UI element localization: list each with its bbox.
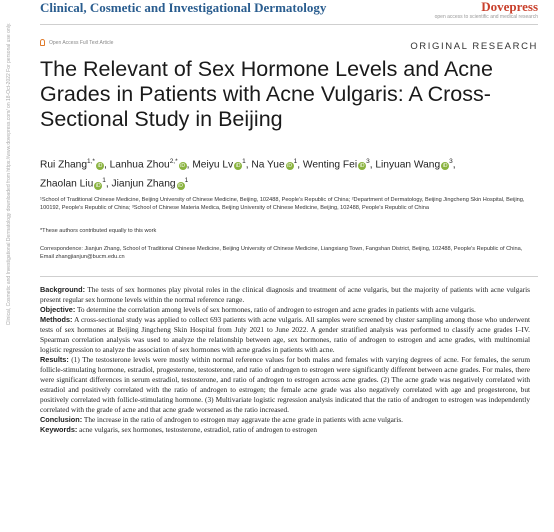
journal-name[interactable]: Clinical, Cosmetic and Investigational Dermatology — [40, 0, 327, 15]
author-name[interactable]: Wenting Fei — [302, 159, 358, 171]
section-label: Results: — [40, 355, 69, 364]
orcid-icon[interactable]: iD — [95, 182, 101, 189]
article-type: ORIGINAL RESEARCH — [410, 41, 538, 52]
author-affiliation-sup: 1 — [184, 177, 189, 185]
header-divider — [40, 24, 538, 25]
section-text: (1) The testosterone levels were mostly within normal reference values for both males and females with varying degrees of acne. For females, the serum follicle-stimulating hormone, estradiol, progesterone, testosterone, and ratio of androgen to estrogen were significantly different between acne grades. For males, there were significant differences in serum estradiol, testosterone, and ratio of androgen to estrogen across acne grades. (2) The acne grade was negatively correlated with estradiol and positively correlated with the ratio of androgen to estrogen; the female acne grade was also negatively correlated with age and progesterone, but positively correlated with follicle-stimulating hormone. (3) Multivariate logistic regression analysis indicated that the ratio of androgen to estrogen was independently correlated with the grade of acne and that acne grade worsened as the ratio increased. — [40, 355, 531, 414]
abstract-background — [40, 285, 530, 305]
author-affiliation-sup: 3 — [366, 158, 370, 165]
section-label: Objective: — [40, 305, 76, 314]
abstract-divider — [40, 276, 538, 277]
abstract-results — [40, 355, 530, 415]
author-name[interactable]: Na Yue — [251, 159, 285, 171]
author-affiliation-sup: 1 — [293, 158, 298, 165]
publisher-tagline: open access to scientific and medical research — [434, 14, 538, 20]
orcid-icon[interactable]: iD — [178, 182, 183, 189]
section-text: The increase in the ratio of androgen to estrogen may aggravate the acne grade in patients with acne vulgaris. — [83, 415, 403, 424]
author-name[interactable]: Lanhua Zhou — [109, 159, 170, 171]
publisher-logo[interactable]: Dovepress — [481, 0, 538, 14]
abstract-objective — [40, 305, 530, 315]
section-text: A cross-sectional study was applied to collect 693 patients with acne vulgaris. All samples were screened by cluster sampling among those who underwent tests of sex hormones at Beijing Jingcheng Skin Hospital from July 2021 to June 2022. A gender stratified analysis was performed to classify acne grades I–IV. Spearman correlation analysis was used to analyze the relationship between age, sex hormones, ratio of androgen to estrogen and acne grades, with multinomial logistic regression to analyze the association of sex hormones with acne grades in patients with acne. — [40, 315, 531, 354]
author-name[interactable]: Rui Zhang — [40, 159, 88, 171]
section-text: To determine the correlation among levels of sex hormones, ratio of androgen to estrogen and acne grades in patients with acne vulgaris. — [76, 305, 476, 314]
abstract — [40, 285, 530, 435]
section-text: acne vulgaris, sex hormones, testosterone, estradiol, ratio of androgen to estrogen — [79, 425, 318, 434]
download-watermark: Clinical, Cosmetic and Investigational Dermatology downloaded from https://www.dovepress.com/ on 18-Oct-2022 For personal use only. — [6, 22, 12, 326]
author-affiliation-sup: 2,* — [169, 158, 178, 165]
author-name[interactable]: Jianjun Zhang — [111, 178, 176, 190]
orcid-icon[interactable]: iD — [235, 163, 241, 170]
abstract-methods — [40, 315, 530, 355]
author-affiliation-sup: 1 — [102, 177, 106, 185]
abstract-conclusion — [40, 415, 530, 425]
open-access-label — [40, 39, 113, 46]
author-name[interactable]: Meiyu Lv — [192, 159, 234, 171]
author-affiliation-sup: 1 — [242, 158, 246, 165]
equal-contribution-note: *These authors contributed equally to this work — [40, 228, 157, 234]
section-label: Keywords: — [40, 425, 78, 434]
abstract-keywords — [40, 425, 530, 435]
section-label: Conclusion: — [40, 415, 83, 424]
section-text: The tests of sex hormones play pivotal roles in the clinical diagnosis and treatment of acne vulgaris, but the majority of patients with acne vulgaris present regular sex hormone levels within the normal reference range. — [40, 285, 530, 304]
orcid-icon[interactable]: iD — [97, 163, 103, 170]
author-list: Rui Zhang$^{1,*}$iD , Lanhua Zhou$^{2,*}$iD , Meiyu Lv $iD^1$, Na Yue $iD^1$, Wenting Fei $iD^3$, Linyuan Wang $iD^3$, Zhaolan Liu $iD^1$, Jianjun Zhang $iD^1$ — [40, 158, 456, 190]
article-title: The Relevant of Sex Hormone Levels and Acne Grades in Patients with Acne Vulgaris: A Cross-Sectional Study in Beijing — [40, 57, 493, 131]
orcid-icon[interactable]: iD — [359, 163, 365, 170]
section-label: Methods: — [40, 315, 73, 324]
orcid-icon[interactable]: iD — [287, 163, 292, 170]
author-affiliation-sup: 3 — [449, 158, 453, 165]
author-name[interactable]: Linyuan Wang — [375, 159, 441, 171]
author-name[interactable]: Zhaolan Liu — [40, 178, 94, 190]
orcid-icon[interactable]: iD — [442, 163, 448, 170]
affiliations: ¹School of Traditional Chinese Medicine, Beijing University of Chinese Medicine, Beijing, 102488, People's Republic of China; ²Department of Dermatology, Beijing Jingcheng Skin Hospital, Beijing, 100192, People's Republic of China; ³School of Chinese Materia Medica, Beijing University of Chinese Medicine, Beijing, 102488, People's Republic of China — [40, 197, 525, 211]
orcid-icon[interactable]: iD — [180, 163, 185, 170]
open-access-icon — [40, 39, 45, 46]
open-access-text: Open Access Full Text Article — [49, 39, 114, 46]
author-affiliation-sup: 1,* — [87, 158, 95, 165]
correspondence: Correspondence: Jianjun Zhang, School of Traditional Chinese Medicine, Beijing University of Chinese Medicine, Liangxiang Town, Fangshan District, Beijing, 102488, People's Republic of China, Email zhangjianjun@bucm.edu.cn — [40, 246, 523, 260]
section-label: Background: — [40, 285, 85, 294]
